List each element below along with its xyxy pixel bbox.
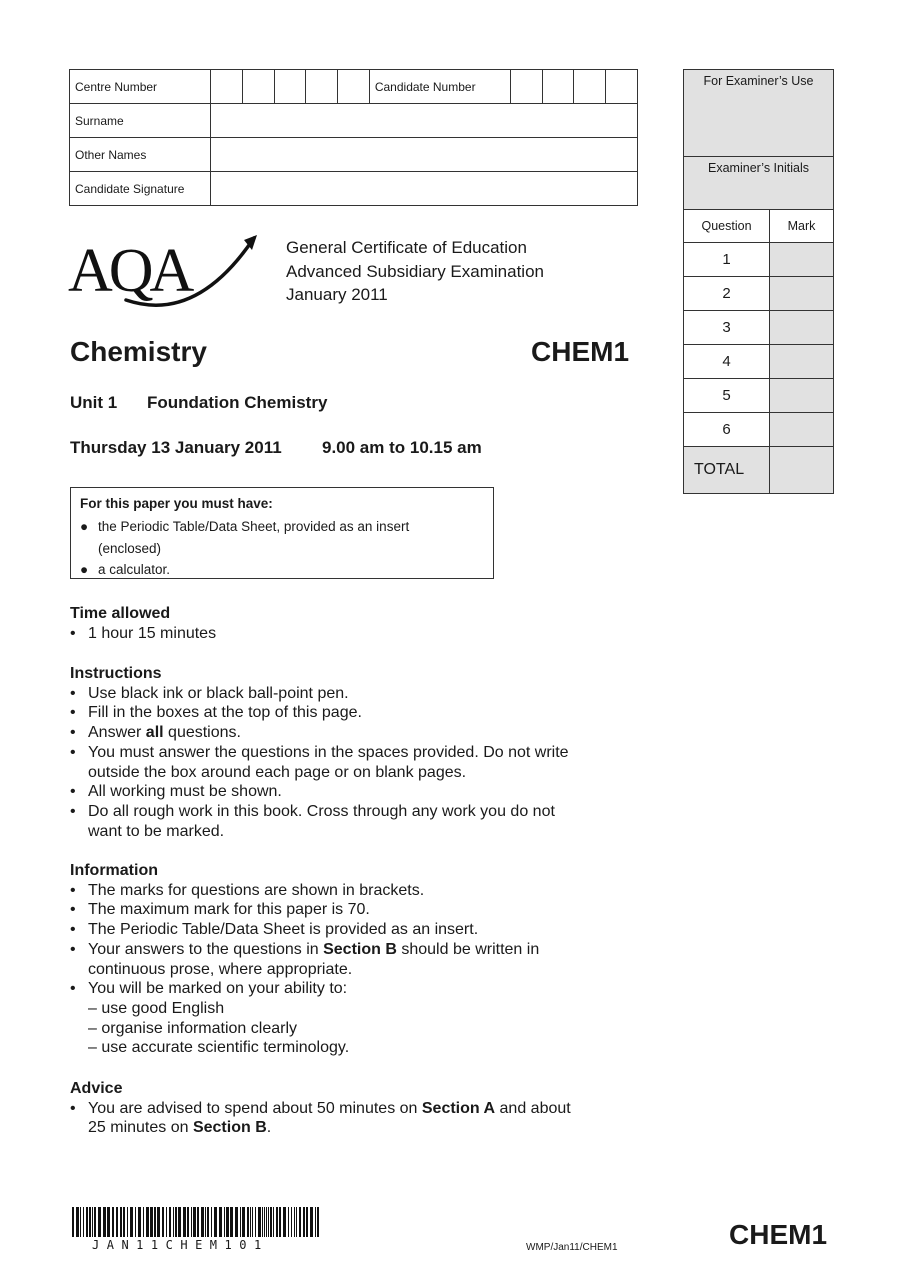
question-number: 4 [684, 345, 770, 379]
bullet-icon: • [70, 783, 76, 801]
signature-label: Candidate Signature [70, 172, 211, 206]
mark-header: Mark [770, 210, 834, 243]
list-item: • You are advised to spend about 50 minutes on Section A and about 25 minutes on Section B. [70, 1099, 571, 1137]
question-number: 6 [684, 413, 770, 447]
information-section [70, 861, 630, 1058]
candidate-number-box[interactable] [511, 70, 543, 104]
list-item: • Do all rough work in this book. Cross through any work you do not want to be marked. [70, 802, 555, 840]
requirement-item-continued: (enclosed) [98, 540, 162, 556]
requirements-title: For this paper you must have: [80, 496, 273, 511]
mark-cell[interactable] [770, 277, 834, 311]
qualification-line: General Certificate of Education [286, 238, 527, 257]
section-heading: Information [70, 862, 158, 879]
requirement-item: ● the Periodic Table/Data Sheet, provided as an insert [80, 516, 493, 538]
bullet-icon: • [70, 881, 76, 899]
unit-name: Foundation Chemistry [147, 393, 328, 412]
question-header: Question [684, 210, 770, 243]
centre-number-box[interactable] [306, 70, 338, 104]
bullet-icon: • [70, 724, 76, 742]
sub-item: – organise information clearly [88, 1019, 297, 1037]
footer-paper-code: CHEM1 [729, 1219, 828, 1250]
bullet-icon: • [70, 743, 76, 761]
bullet-icon: • [70, 921, 76, 939]
advice-section [70, 1079, 630, 1138]
candidate-number-box[interactable] [606, 70, 638, 104]
exam-date: Thursday 13 January 2011 [70, 438, 282, 457]
total-label: TOTAL [684, 447, 770, 494]
paper-reference: WMP/Jan11/CHEM1 [526, 1242, 618, 1253]
list-item: • The maximum mark for this paper is 70. [70, 901, 370, 919]
bullet-icon: ● [80, 562, 89, 577]
bullet-icon: • [70, 802, 76, 820]
bullet-icon: • [70, 624, 76, 642]
subject-title: Chemistry [70, 336, 207, 367]
bullet-icon: • [70, 901, 76, 919]
mark-cell[interactable] [770, 413, 834, 447]
instructions-section [70, 664, 630, 841]
requirement-item: ● a calculator. [80, 559, 493, 581]
question-number: 3 [684, 311, 770, 345]
centre-number-box[interactable] [338, 70, 370, 104]
barcode-bars [72, 1207, 322, 1237]
candidate-number-box[interactable] [542, 70, 574, 104]
list-item: • Your answers to the questions in Section B should be written in continuous prose, where appropriate. [70, 940, 540, 978]
surname-field[interactable] [211, 104, 638, 138]
question-number: 1 [684, 243, 770, 277]
list-item: • All working must be shown. [70, 783, 282, 801]
paper-code: CHEM1 [531, 336, 630, 367]
mark-cell[interactable] [770, 243, 834, 277]
list-item: • Use black ink or black ball-point pen. [70, 684, 349, 702]
total-mark-cell[interactable] [770, 447, 834, 494]
list-item: • You must answer the questions in the spaces provided. Do not write outside the box around each page or on blank pages. [70, 743, 569, 781]
list-item: • The Periodic Table/Data Sheet is provided as an insert. [70, 921, 479, 939]
bullet-icon: • [70, 704, 76, 722]
list-item: • The marks for questions are shown in brackets. [70, 881, 425, 899]
bullet-icon: • [70, 940, 76, 958]
list-item: • You will be marked on your ability to: [70, 980, 348, 998]
list-item: • Answer all questions. [70, 724, 241, 742]
exam-session: January 2011 [286, 285, 388, 304]
candidate-number-label: Candidate Number [369, 70, 510, 104]
list-item: • 1 hour 15 minutes [70, 624, 217, 642]
section-heading: Time allowed [70, 605, 171, 622]
question-number: 5 [684, 379, 770, 413]
list-item: • Fill in the boxes at the top of this page. [70, 704, 362, 722]
time-allowed-section [70, 604, 630, 643]
barcode [72, 1207, 322, 1237]
examiner-use-title: For Examiner’s Use [684, 70, 834, 157]
requirements-box [70, 487, 494, 579]
bullet-icon: ● [80, 519, 89, 534]
mark-cell[interactable] [770, 345, 834, 379]
question-number: 2 [684, 277, 770, 311]
barcode-text: JAN11CHEM101 [92, 1238, 269, 1252]
mark-cell[interactable] [770, 311, 834, 345]
unit-number: Unit 1 [70, 393, 118, 412]
centre-number-box[interactable] [274, 70, 306, 104]
exam-time: 9.00 am to 10.15 am [322, 438, 482, 457]
mark-cell[interactable] [770, 379, 834, 413]
sub-item: – use good English [88, 999, 225, 1017]
bullet-icon: • [70, 684, 76, 702]
aqa-logo-text: AQA [68, 237, 191, 305]
candidate-number-box[interactable] [574, 70, 606, 104]
bullet-icon: • [70, 1099, 76, 1117]
surname-label: Surname [70, 104, 211, 138]
candidate-details-table [69, 69, 638, 206]
aqa-logo [66, 232, 261, 310]
centre-number-box[interactable] [242, 70, 274, 104]
bullet-icon: • [70, 980, 76, 998]
examiner-initials-label: Examiner’s Initials [684, 157, 834, 210]
qualification-line: Advanced Subsidiary Examination [286, 261, 544, 281]
signature-field[interactable] [211, 172, 638, 206]
sub-item: – use accurate scientific terminology. [88, 1039, 350, 1057]
other-names-label: Other Names [70, 138, 211, 172]
centre-number-label: Centre Number [70, 70, 211, 104]
centre-number-box[interactable] [211, 70, 243, 104]
qualification-header [286, 236, 544, 307]
section-heading: Instructions [70, 665, 162, 682]
section-heading: Advice [70, 1080, 123, 1097]
other-names-field[interactable] [211, 138, 638, 172]
examiner-use-table [683, 69, 834, 494]
